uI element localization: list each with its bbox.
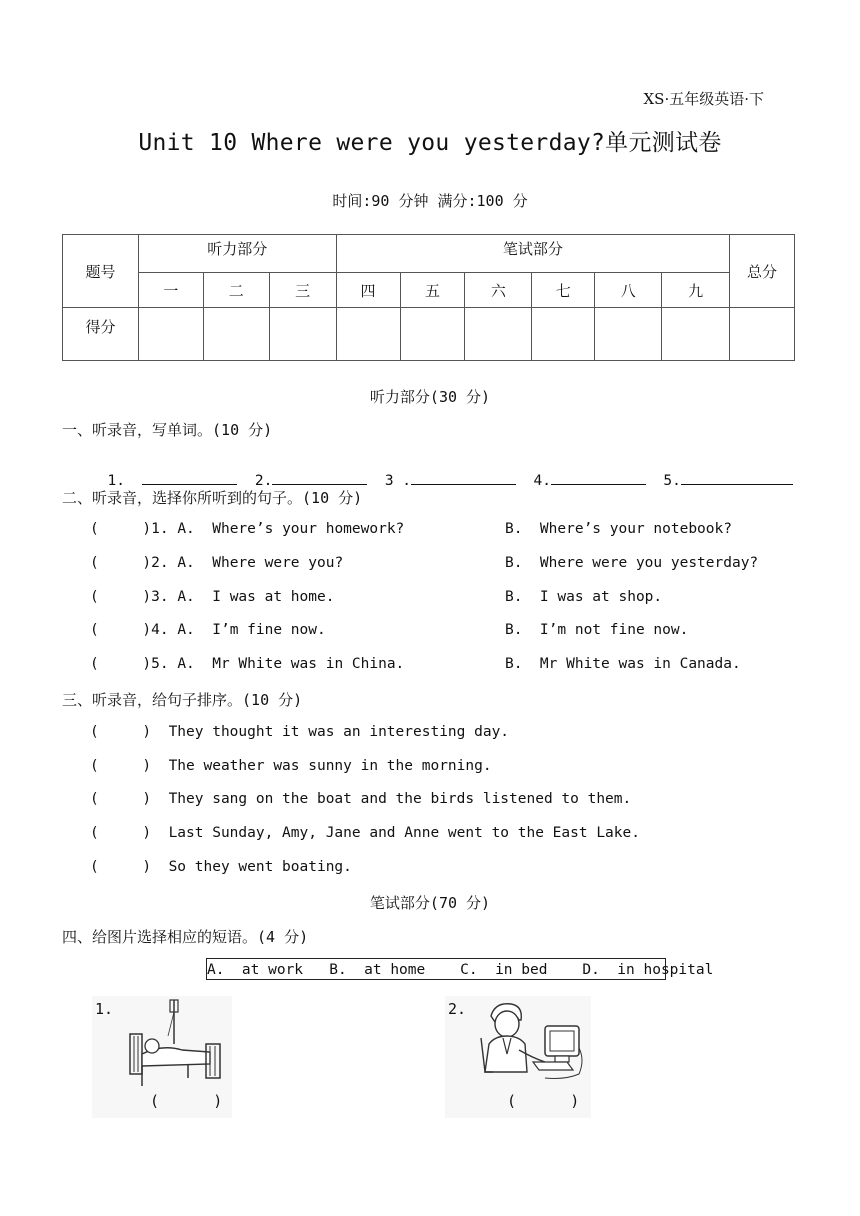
answer-blank[interactable] — [411, 470, 516, 485]
ordering-item[interactable]: ( ) They thought it was an interesting day. — [90, 724, 510, 740]
option-b: B. I was at shop. — [505, 589, 663, 605]
total-header-cell: 总分 — [730, 235, 795, 308]
score-cell[interactable] — [662, 308, 730, 361]
section-1-blanks — [90, 454, 793, 489]
grade-tag: XS·五年级英语·下 — [643, 90, 764, 108]
answer-paren[interactable]: ( ) — [90, 656, 152, 672]
section-2-title: 二、听录音，选择你所听到的句子。(10 分) — [62, 489, 363, 507]
question-number: 3. — [151, 589, 169, 605]
phrase-options-box: A. at work B. at home C. in bed D. in hospital — [206, 958, 666, 980]
question-row — [90, 589, 334, 605]
option-b: B. Where’s your notebook? — [505, 521, 732, 537]
time-info: 时间:90 分钟 满分:100 分 — [332, 192, 528, 210]
score-cell[interactable] — [595, 308, 662, 361]
question-number: 2. — [151, 555, 169, 571]
option-a: A. I’m fine now. — [177, 622, 326, 638]
answer-paren[interactable]: ( ) — [90, 521, 152, 537]
ordering-item[interactable]: ( ) So they went boating. — [90, 859, 352, 875]
option-b: B. Where were you yesterday? — [505, 555, 759, 571]
answer-paren[interactable]: ( ) — [90, 555, 152, 571]
question-row — [90, 622, 326, 638]
writing-heading: 笔试部分(70 分) — [369, 894, 491, 912]
picture-answer-paren[interactable]: ( ) — [150, 1092, 223, 1110]
numeral-cell: 二 — [203, 273, 269, 308]
question-row — [90, 555, 343, 571]
option-a: A. Where were you? — [177, 555, 344, 571]
score-cell[interactable] — [465, 308, 532, 361]
blank-label: 4. — [533, 473, 551, 489]
answer-blank[interactable] — [142, 470, 237, 485]
option-a: A. I was at home. — [177, 589, 335, 605]
question-number: 4. — [151, 622, 169, 638]
numeral-cell: 三 — [269, 273, 336, 308]
picture-panel-1 — [92, 996, 232, 1118]
row-label-cell: 得分 — [63, 308, 139, 361]
option-a: A. Where’s your homework? — [177, 521, 405, 537]
numeral-cell: 四 — [336, 273, 400, 308]
score-cell[interactable] — [269, 308, 336, 361]
numeral-cell: 五 — [400, 273, 465, 308]
picture-number: 2. — [448, 1000, 467, 1018]
question-number: 5. — [151, 656, 169, 672]
option-b: B. Mr White was in Canada. — [505, 656, 741, 672]
numeral-cell: 九 — [662, 273, 730, 308]
numeral-cell: 八 — [595, 273, 662, 308]
score-cell[interactable] — [203, 308, 269, 361]
ordering-item[interactable]: ( ) Last Sunday, Amy, Jane and Anne went to the East Lake. — [90, 825, 640, 841]
hospital-bed-icon — [122, 996, 226, 1088]
numeral-cell: 六 — [465, 273, 532, 308]
blank-label: 1. — [107, 473, 125, 489]
answer-blank[interactable] — [551, 470, 646, 485]
numeral-cell: 一 — [138, 273, 203, 308]
answer-blank[interactable] — [681, 470, 793, 485]
numeral-cell: 七 — [532, 273, 595, 308]
listening-heading: 听力部分(30 分) — [369, 388, 491, 406]
picture-answer-paren[interactable]: ( ) — [507, 1092, 580, 1110]
picture-panel-2 — [445, 996, 591, 1118]
score-cell[interactable] — [400, 308, 465, 361]
option-a: A. Mr White was in China. — [177, 656, 405, 672]
answer-blank[interactable] — [272, 470, 367, 485]
ordering-item[interactable]: ( ) They sang on the boat and the birds listened to them. — [90, 791, 632, 807]
answer-paren[interactable]: ( ) — [90, 589, 152, 605]
writing-header-cell: 笔试部分 — [336, 235, 729, 273]
score-cell[interactable] — [336, 308, 400, 361]
section-3-title: 三、听录音，给句子排序。(10 分) — [62, 691, 303, 709]
ordering-item[interactable]: ( ) The weather was sunny in the morning. — [90, 758, 492, 774]
listening-header-cell: 听力部分 — [138, 235, 336, 273]
section-1-title: 一、听录音，写单词。(10 分) — [62, 421, 273, 439]
page-title: Unit 10 Where were you yesterday?单元测试卷 — [138, 130, 722, 156]
question-number: 1. — [151, 521, 169, 537]
question-row — [90, 521, 404, 537]
office-worker-icon — [475, 998, 587, 1088]
option-b: B. I’m not fine now. — [505, 622, 689, 638]
blank-label: 5. — [663, 473, 681, 489]
score-cell[interactable] — [532, 308, 595, 361]
score-cell[interactable] — [138, 308, 203, 361]
answer-paren[interactable]: ( ) — [90, 622, 152, 638]
blank-label: 3 . — [384, 473, 412, 489]
blank-label: 2. — [254, 473, 273, 489]
section-4-title: 四、给图片选择相应的短语。(4 分) — [62, 928, 309, 946]
score-table — [62, 234, 795, 361]
col-label-cell: 题号 — [63, 235, 139, 308]
question-row — [90, 656, 404, 672]
picture-number: 1. — [95, 1000, 114, 1018]
total-score-cell[interactable] — [730, 308, 795, 361]
